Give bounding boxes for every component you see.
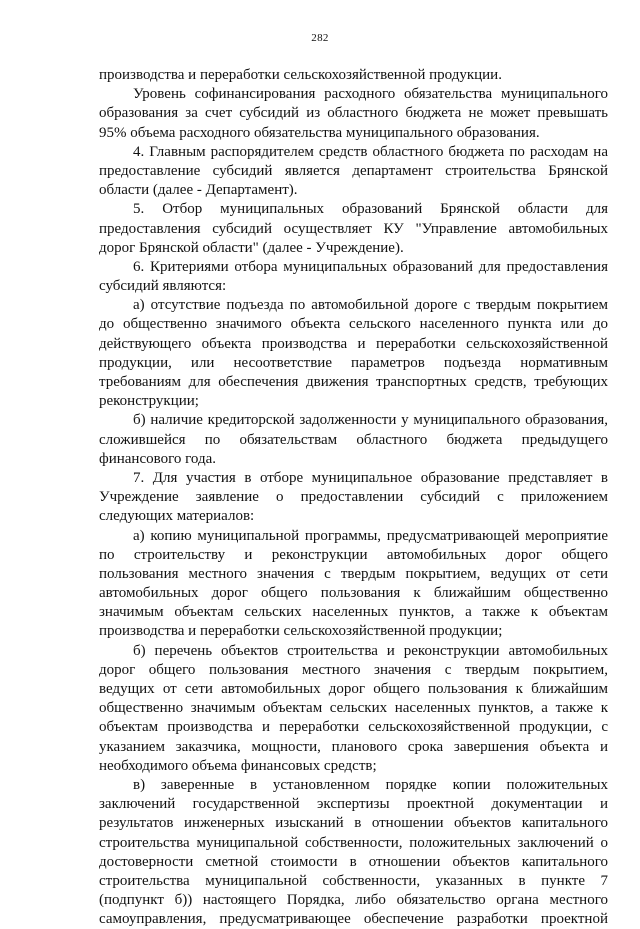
text-line: Учреждение заявление о предоставлении субсидий с приложением bbox=[99, 489, 608, 506]
text-line: следующих материалов: bbox=[99, 508, 255, 525]
text-line: 4. Главным распорядителем средств областного бюджета по расходам на bbox=[133, 143, 608, 160]
text-line: дорог общего пользования местного значения с твердым покрытием, bbox=[99, 661, 608, 678]
text-line: автомобильных дорог общего пользования к ближайшим общественно bbox=[99, 585, 608, 602]
text-line: 5. Отбор муниципальных образований Брянской области для bbox=[133, 201, 608, 218]
text-line: заключений государственной экспертизы проектной документации и bbox=[99, 796, 608, 813]
text-line: самоуправления, предусматривающее обеспечение разработки проектной bbox=[99, 911, 608, 928]
text-line: в) заверенные в установленном порядке копии положительных bbox=[133, 776, 608, 793]
text-line: 6. Критериями отбора муниципальных образований для предоставления bbox=[133, 258, 608, 275]
text-line: значимым объектам сельских населенных пунктов, а также к объектам bbox=[99, 604, 608, 621]
text-line: результатов инженерных изысканий в отношении объектов капитального bbox=[99, 815, 608, 832]
text-line: б) перечень объектов строительства и реконструкции автомобильных bbox=[133, 642, 608, 659]
text-line: по строительству и реконструкции автомобильных дорог общего bbox=[99, 546, 608, 563]
text-line: б) наличие кредиторской задолженности у муниципального образования, bbox=[133, 412, 608, 429]
text-line: пользования местного значения с твердым покрытием, ведущих от сети bbox=[99, 565, 608, 582]
text-line: образования за счет субсидий из областного бюджета не может превышать bbox=[99, 105, 608, 122]
text-line: 95% объема расходного обязательства муниципального образования. bbox=[99, 124, 540, 141]
text-line: производства и переработки сельскохозяйственной продукции; bbox=[99, 623, 503, 640]
text-line: субсидий являются: bbox=[99, 278, 227, 295]
text-line: необходимого объема финансовых средств; bbox=[99, 757, 377, 774]
text-line: реконструкции; bbox=[99, 393, 199, 410]
page-number: 282 bbox=[311, 32, 329, 44]
text-line: строительства муниципальной собственности, положительных заключений о bbox=[99, 834, 608, 851]
text-line: сложившейся по обязательствам областного бюджета предыдущего bbox=[99, 431, 608, 448]
text-line: ведущих от сети автомобильных дорог общего пользования к ближайшим bbox=[99, 681, 608, 697]
text-line: указанием заказчика, мощности, планового срока завершения объекта и bbox=[99, 738, 608, 755]
text-line: (подпункт б)) настоящего Порядка, либо обязательство органа местного bbox=[99, 892, 608, 909]
text-line: финансового года. bbox=[99, 450, 217, 467]
text-line: 7. Для участия в отборе муниципальное образование представляет в bbox=[133, 469, 608, 486]
text-line: до общественно значимого объекта сельского населенного пункта или до bbox=[99, 316, 608, 333]
text-line: предоставления субсидий осуществляет КУ "Управление автомобильных bbox=[99, 220, 608, 237]
text-line: а) копию муниципальной программы, предусматривающей мероприятие bbox=[133, 527, 608, 544]
text-line: продукции, или несоответствие параметров подъезда нормативным bbox=[99, 354, 608, 371]
text-line: производства и переработки сельскохозяйственной продукции. bbox=[99, 67, 502, 83]
document-body bbox=[99, 66, 608, 929]
text-line: общественно значимым объектам сельских населенных пунктов, а также к bbox=[99, 700, 608, 717]
text-line: действующего объекта производства и переработки сельскохозяйственной bbox=[99, 335, 608, 352]
text-line: Уровень софинансирования расходного обязательства муниципального bbox=[133, 86, 608, 103]
text-line: области (далее - Департамент). bbox=[99, 182, 298, 199]
text-line: предоставление субсидий является департамент строительства Брянской bbox=[99, 162, 608, 179]
text-line: достоверности сметной стоимости в отношении объектов капитального bbox=[99, 853, 608, 870]
text-line: объектам производства и переработки сельскохозяйственной продукции, с bbox=[99, 719, 608, 736]
text-line: дорог Брянской области" (далее - Учреждение). bbox=[99, 239, 404, 256]
text-line: требованиям для обеспечения движения транспортных средств, требующих bbox=[99, 374, 608, 390]
text-line: строительства муниципальной собственности, указанных в пункте 7 bbox=[99, 872, 608, 889]
text-line: а) отсутствие подъезда по автомобильной дороге с твердым покрытием bbox=[133, 297, 608, 314]
